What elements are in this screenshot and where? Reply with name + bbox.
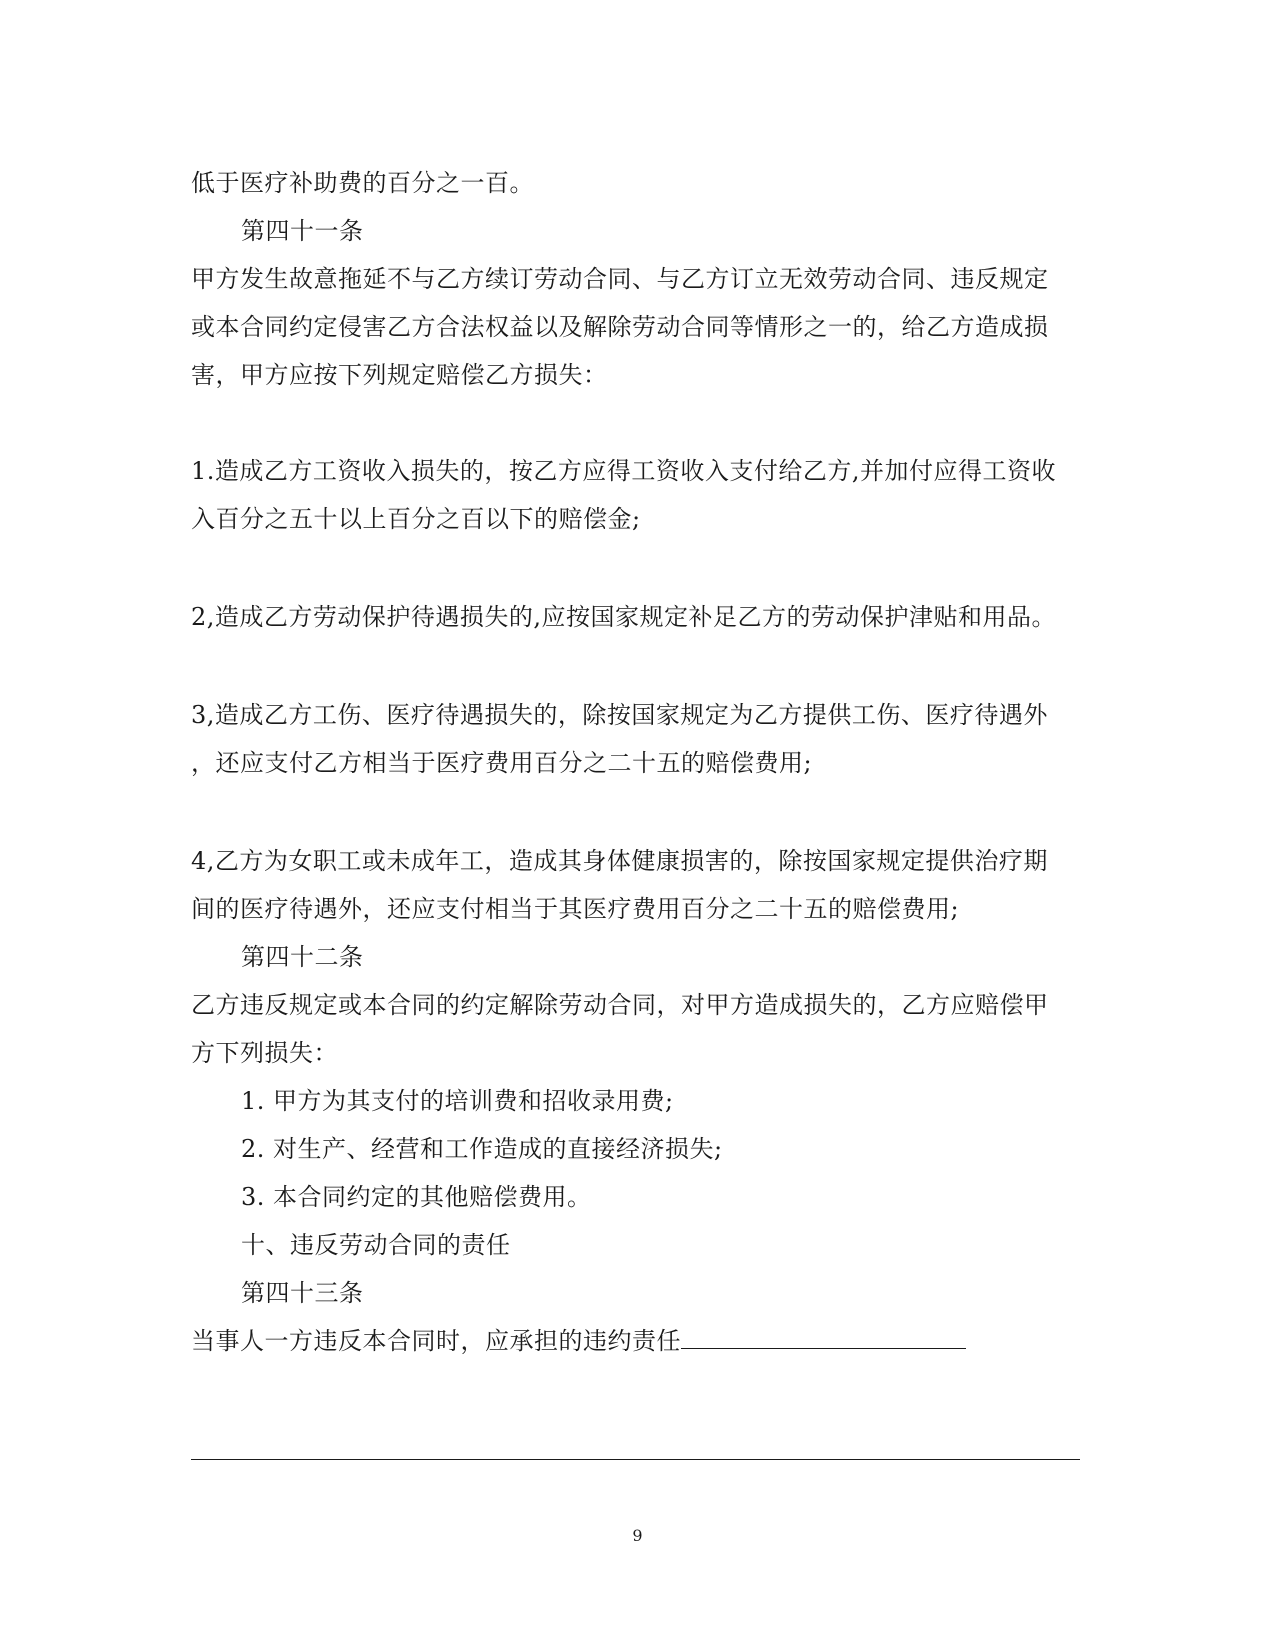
fill-in-line (191, 1459, 1080, 1460)
page-number: 9 (632, 1526, 643, 1545)
text-line: 低于医疗补助费的百分之一百。 (191, 169, 534, 197)
article-heading: 第四十三条 (241, 1279, 364, 1307)
list-item: 2,造成乙方劳动保护待遇损失的,应按国家规定补足乙方的劳动保护津贴和用品。 (191, 603, 1057, 631)
list-item: 2. 对生产、经营和工作造成的直接经济损失; (241, 1135, 723, 1163)
article-heading: 第四十二条 (241, 943, 364, 971)
text-line: 害，甲方应按下列规定赔偿乙方损失： (191, 361, 608, 389)
text-line: 甲方发生故意拖延不与乙方续订劳动合同、与乙方订立无效劳动合同、违反规定 (191, 265, 1049, 293)
fill-in-blank (681, 1326, 966, 1349)
list-item: 1. 甲方为其支付的培训费和招收录用费; (241, 1087, 674, 1115)
text-line: 方下列损失： (191, 1039, 338, 1067)
list-item: 4,乙方为女职工或未成年工，造成其身体健康损害的，除按国家规定提供治疗期 (191, 847, 1048, 875)
section-heading: 十、违反劳动合同的责任 (241, 1231, 511, 1259)
text-line: 当事人一方违反本合同时，应承担的违约责任 (191, 1327, 681, 1355)
list-item: 3,造成乙方工伤、医疗待遇损失的，除按国家规定为乙方提供工伤、医疗待遇外 (191, 701, 1048, 729)
list-item: 1.造成乙方工资收入损失的，按乙方应得工资收入支付给乙方,并加付应得工资收 (191, 457, 1057, 485)
text-line: ，还应支付乙方相当于医疗费用百分之二十五的赔偿费用; (191, 749, 813, 777)
text-line-with-blank (191, 1326, 966, 1356)
text-line: 或本合同约定侵害乙方合法权益以及解除劳动合同等情形之一的，给乙方造成损 (191, 313, 1049, 341)
text-line: 间的医疗待遇外，还应支付相当于其医疗费用百分之二十五的赔偿费用; (191, 895, 960, 923)
list-item: 3. 本合同约定的其他赔偿费用。 (241, 1183, 592, 1211)
text-line: 入百分之五十以上百分之百以下的赔偿金; (191, 505, 641, 533)
article-heading: 第四十一条 (241, 217, 364, 245)
text-line: 乙方违反规定或本合同的约定解除劳动合同，对甲方造成损失的，乙方应赔偿甲 (191, 991, 1049, 1019)
